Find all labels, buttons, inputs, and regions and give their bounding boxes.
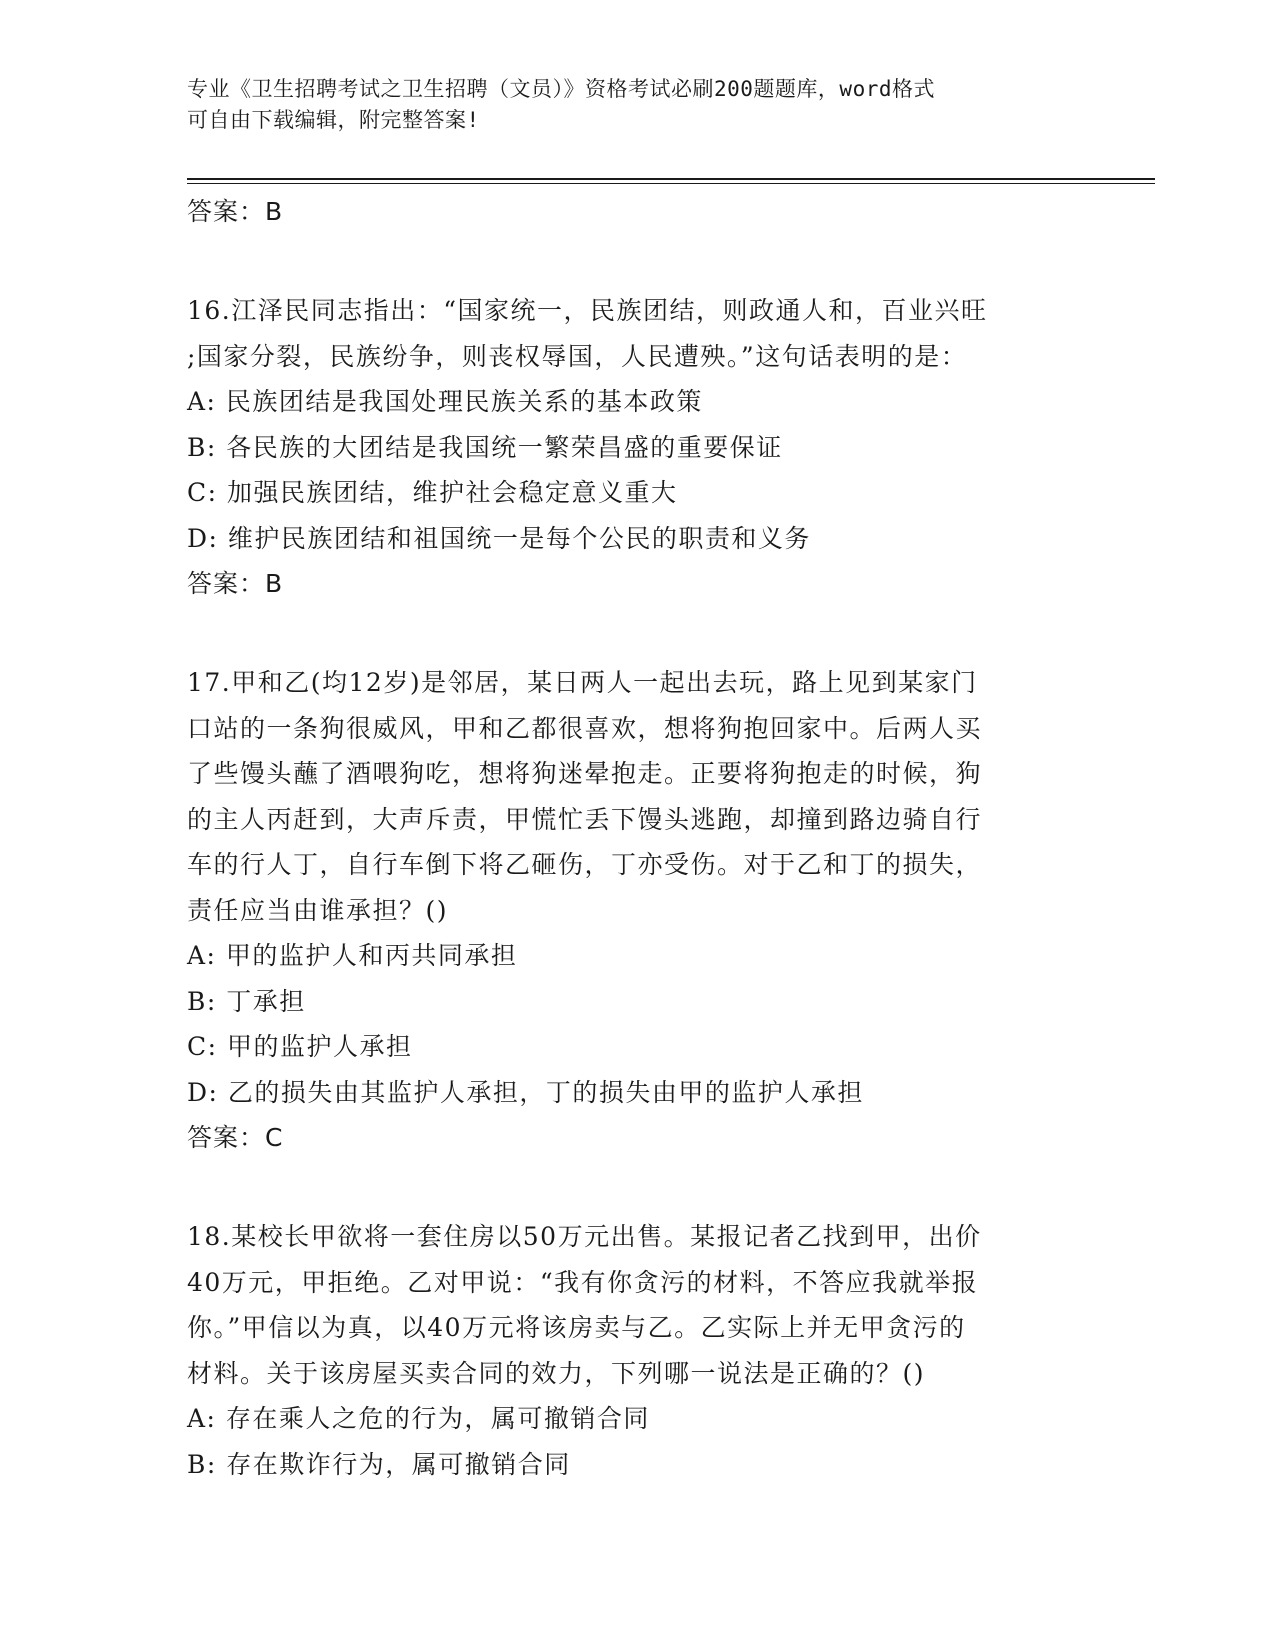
question-stem-line: 了些馒头蘸了酒喂狗吃，想将狗迷晕抱走。正要将狗抱走的时候，狗 [187,759,983,788]
question-17 [187,660,1087,1160]
header-divider-thick [187,178,1155,180]
option-a: A: 民族团结是我国处理民族关系的基本政策 [187,387,703,416]
question-stem-line: 车的行人丁，自行车倒下将乙砸伤，丁亦受伤。对于乙和丁的损失， [187,850,983,879]
option-b: B: 各民族的大团结是我国统一繁荣昌盛的重要保证 [187,432,783,462]
header-line-1: 专业《卫生招聘考试之卫生招聘（文员）》资格考试必刷200题题库，word格式 [187,77,935,101]
option-b: B: 丁承担 [187,986,306,1016]
question-stem-line: 16.江泽民同志指出：“国家统一，民族团结，则政通人和，百业兴旺 [187,296,988,325]
question-stem-line: ;国家分裂，民族纷争，则丧权辱国，人民遭殃。”这句话表明的是： [187,341,968,371]
question-stem-line: 40万元，甲拒绝。乙对甲说：“我有你贪污的材料，不答应我就举报 [187,1267,979,1297]
question-stem-line: 口站的一条狗很威风，甲和乙都很喜欢，想将狗抱回家中。后两人买 [187,713,983,743]
header-line-2: 可自由下载编辑，附完整答案! [187,108,480,132]
option-a: A: 存在乘人之危的行为，属可撤销合同 [187,1404,650,1433]
option-d: D: 维护民族团结和祖国统一是每个公民的职责和义务 [187,523,811,553]
option-d: D: 乙的损失由其监护人承担，丁的损失由甲的监护人承担 [187,1077,864,1107]
document-header [187,74,1067,136]
spacer [187,234,1087,288]
question-16 [187,288,1087,606]
spacer [187,1160,1087,1214]
question-stem-line: 你。”甲信以为真，以40万元将该房卖与乙。乙实际上并无甲贪污的 [187,1313,966,1342]
question-stem-line: 责任应当由谁承担？() [187,895,449,925]
header-divider-thin [187,183,1155,184]
spacer [187,606,1087,660]
answer-line: 答案：C [187,1123,284,1152]
option-a: A: 甲的监护人和丙共同承担 [187,941,518,970]
option-b: B: 存在欺诈行为，属可撤销合同 [187,1449,571,1479]
option-c: C: 甲的监护人承担 [187,1032,413,1061]
answer-line: 答案：B [187,569,284,598]
question-stem-line: 材料。关于该房屋买卖合同的效力，下列哪一说法是正确的？() [187,1358,926,1388]
question-18 [187,1214,1087,1487]
question-stem-line: 的主人丙赶到，大声斥责，甲慌忙丢下馒头逃跑，却撞到路边骑自行 [187,804,983,834]
question-stem-line: 17.甲和乙(均12岁)是邻居，某日两人一起出去玩，路上见到某家门 [187,668,978,697]
option-c: C: 加强民族团结，维护社会稳定意义重大 [187,478,678,507]
document-body [187,189,1087,1487]
question-stem-line: 18.某校长甲欲将一套住房以50万元出售。某报记者乙找到甲，出价 [187,1222,982,1251]
previous-answer: 答案：B [187,197,284,226]
